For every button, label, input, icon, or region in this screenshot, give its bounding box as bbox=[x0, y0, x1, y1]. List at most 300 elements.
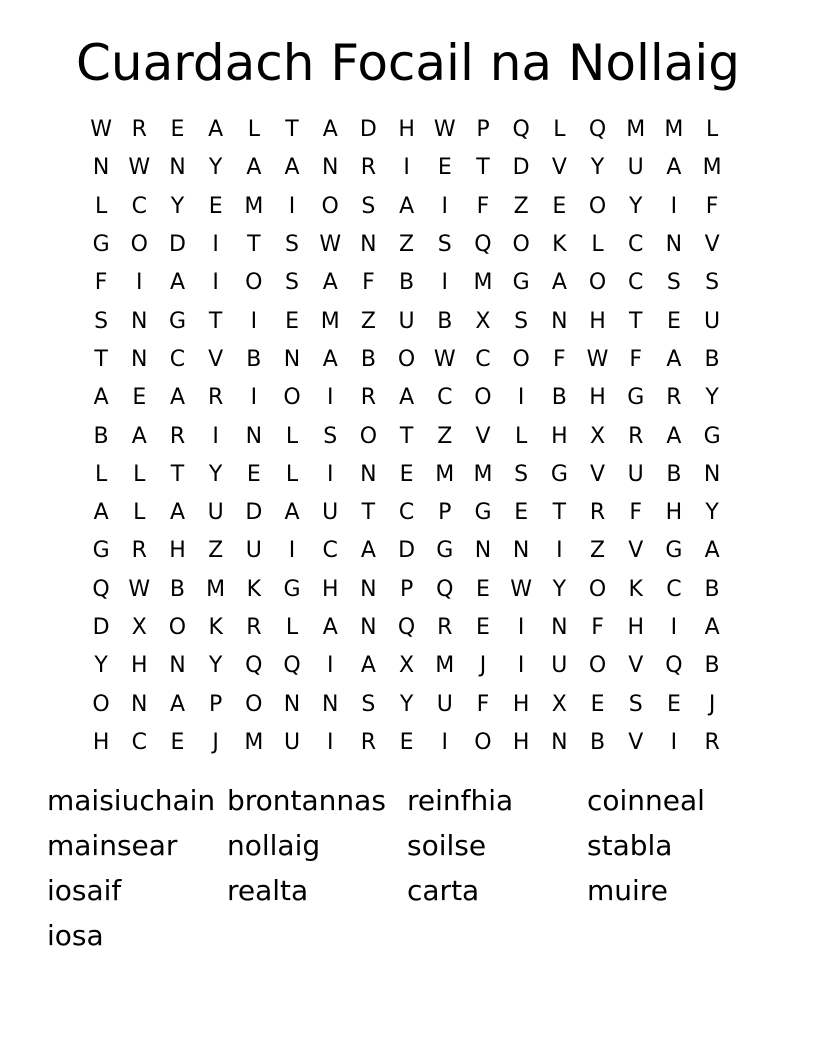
grid-letter: G bbox=[703, 423, 721, 449]
grid-letter: R bbox=[360, 155, 377, 181]
grid-letter: M bbox=[435, 653, 455, 679]
word-list-item: iosa bbox=[47, 919, 104, 952]
grid-letter: G bbox=[92, 538, 110, 564]
grid-letter: C bbox=[628, 270, 644, 296]
grid-letter: M bbox=[320, 308, 340, 334]
grid-letter: S bbox=[666, 270, 681, 296]
grid-letter: I bbox=[326, 385, 334, 411]
grid-letter: B bbox=[93, 423, 109, 449]
grid-letter: N bbox=[131, 691, 148, 717]
grid-letter: F bbox=[553, 346, 566, 372]
grid-letter: D bbox=[398, 538, 416, 564]
grid-letter: I bbox=[403, 155, 410, 181]
grid-letter: G bbox=[550, 461, 568, 487]
grid-letter: B bbox=[246, 346, 262, 372]
grid-letter: R bbox=[360, 385, 377, 411]
grid-letter: C bbox=[475, 346, 491, 372]
grid-letter: E bbox=[285, 308, 299, 334]
grid-letter: F bbox=[629, 500, 643, 526]
grid-letter: I bbox=[670, 615, 678, 640]
grid-letter: T bbox=[628, 308, 643, 334]
grid-letter: E bbox=[399, 461, 414, 487]
grid-letter: E bbox=[170, 729, 185, 755]
grid-row bbox=[82, 188, 732, 226]
grid-letter: A bbox=[131, 423, 147, 449]
grid-letter: G bbox=[665, 538, 683, 564]
grid-letter: G bbox=[512, 270, 530, 296]
grid-letter: O bbox=[245, 270, 263, 296]
grid-letter: N bbox=[283, 346, 301, 372]
grid-letter: J bbox=[479, 653, 487, 679]
grid-letter: H bbox=[512, 729, 530, 755]
grid-letter: G bbox=[474, 500, 492, 526]
word-list-item: muire bbox=[587, 874, 668, 907]
word-list-item: brontannas bbox=[227, 784, 386, 817]
grid-letter: S bbox=[361, 193, 376, 219]
grid-letter: Q bbox=[397, 615, 416, 640]
grid-letter: R bbox=[589, 500, 606, 526]
grid-letter: H bbox=[551, 423, 568, 449]
grid-letter: H bbox=[131, 653, 148, 679]
grid-letter: I bbox=[517, 653, 525, 679]
grid-letter: B bbox=[704, 653, 720, 679]
grid-letter: M bbox=[435, 461, 455, 487]
grid-letter: L bbox=[285, 423, 299, 449]
grid-letter: R bbox=[704, 729, 720, 755]
grid-letter: E bbox=[476, 576, 490, 602]
grid-letter: O bbox=[283, 385, 301, 411]
grid-letter: T bbox=[170, 461, 185, 487]
grid-letter: Y bbox=[170, 193, 185, 219]
grid-letter: V bbox=[628, 729, 644, 755]
grid-letter: A bbox=[169, 270, 185, 296]
grid-letter: O bbox=[588, 270, 607, 296]
grid-letter: T bbox=[476, 155, 490, 181]
grid-letter: I bbox=[288, 193, 296, 219]
grid-letter: N bbox=[551, 615, 568, 640]
grid-letter: V bbox=[590, 461, 606, 487]
grid-letter: B bbox=[437, 308, 453, 334]
grid-letter: A bbox=[284, 500, 300, 526]
word-list-item: realta bbox=[227, 874, 309, 907]
grid-letter: D bbox=[359, 117, 377, 143]
grid-letter: I bbox=[441, 193, 449, 219]
grid-letter: M bbox=[473, 270, 493, 296]
grid-letter: A bbox=[246, 155, 262, 181]
grid-letter: A bbox=[322, 346, 338, 372]
grid-letter: I bbox=[212, 423, 219, 449]
grid-letter: M bbox=[206, 576, 226, 602]
grid-letter: S bbox=[514, 308, 529, 334]
grid-letter: S bbox=[705, 270, 720, 296]
grid-letter: A bbox=[208, 117, 224, 143]
grid-letter: N bbox=[245, 423, 263, 449]
grid-letter: E bbox=[514, 500, 529, 526]
grid-letter: E bbox=[552, 193, 567, 219]
grid-row bbox=[82, 571, 732, 609]
word-list-item: mainsear bbox=[47, 829, 178, 862]
grid-letter: E bbox=[246, 461, 261, 487]
grid-letter: F bbox=[362, 270, 375, 296]
grid-letter: F bbox=[476, 691, 490, 717]
grid-letter: T bbox=[285, 117, 299, 143]
grid-letter: Y bbox=[590, 155, 605, 181]
grid-letter: C bbox=[169, 346, 186, 372]
grid-letter: G bbox=[283, 576, 301, 602]
grid-letter: I bbox=[670, 193, 678, 219]
grid-letter: G bbox=[168, 308, 186, 334]
grid-letter: E bbox=[208, 193, 223, 219]
grid-letter: N bbox=[360, 615, 377, 640]
grid-letter: U bbox=[207, 500, 224, 526]
grid-letter: J bbox=[212, 729, 219, 755]
grid-letter: N bbox=[703, 461, 721, 487]
grid-letter: C bbox=[322, 538, 338, 564]
word-list-item: nollaig bbox=[227, 829, 321, 862]
grid-letter: Y bbox=[552, 576, 567, 602]
grid-letter: L bbox=[133, 500, 146, 526]
grid-letter: N bbox=[360, 576, 377, 602]
grid-letter: S bbox=[361, 691, 376, 717]
grid-row bbox=[82, 609, 732, 647]
grid-letter: B bbox=[399, 270, 415, 296]
grid-letter: O bbox=[512, 346, 530, 372]
grid-letter: Q bbox=[92, 576, 110, 602]
grid-letter: E bbox=[170, 117, 185, 143]
grid-letter: G bbox=[92, 232, 110, 258]
grid-letter: E bbox=[132, 385, 147, 411]
grid-letter: D bbox=[168, 232, 186, 258]
grid-row bbox=[82, 532, 732, 570]
grid-letter: V bbox=[628, 538, 644, 564]
grid-letter: A bbox=[93, 385, 109, 411]
grid-letter: H bbox=[398, 117, 415, 143]
grid-letter: L bbox=[515, 423, 528, 449]
grid-letter: E bbox=[666, 691, 681, 717]
grid-letter: L bbox=[247, 117, 260, 143]
grid-letter: I bbox=[517, 385, 525, 411]
grid-letter: B bbox=[360, 346, 376, 372]
grid-letter: C bbox=[628, 232, 644, 258]
grid-row bbox=[82, 226, 732, 264]
grid-letter: N bbox=[360, 232, 377, 258]
grid-letter: Z bbox=[208, 538, 224, 564]
grid-letter: Z bbox=[589, 538, 606, 564]
grid-letter: O bbox=[474, 729, 492, 755]
grid-letter: L bbox=[94, 193, 108, 219]
grid-letter: K bbox=[628, 576, 643, 602]
grid-letter: O bbox=[168, 615, 187, 640]
word-list-item: stabla bbox=[587, 829, 673, 862]
grid-letter: A bbox=[399, 193, 415, 219]
grid-letter: M bbox=[473, 461, 493, 487]
grid-letter: H bbox=[512, 691, 530, 717]
grid-letter: R bbox=[628, 423, 644, 449]
grid-letter: R bbox=[169, 423, 186, 449]
grid-letter: U bbox=[436, 691, 453, 717]
grid-letter: Y bbox=[705, 500, 719, 526]
grid-letter: M bbox=[244, 729, 264, 755]
grid-letter: I bbox=[441, 270, 449, 296]
grid-letter: Y bbox=[399, 691, 414, 717]
grid-letter: N bbox=[321, 155, 339, 181]
grid-letter: V bbox=[551, 155, 567, 181]
grid-letter: N bbox=[360, 461, 377, 487]
grid-letter: W bbox=[586, 346, 609, 372]
grid-letter: C bbox=[666, 576, 682, 602]
grid-letter: X bbox=[475, 308, 491, 334]
word-list-item: reinfhia bbox=[407, 784, 514, 817]
grid-letter: N bbox=[169, 155, 186, 181]
grid-letter: B bbox=[551, 385, 567, 411]
grid-letter: V bbox=[628, 653, 644, 679]
grid-letter: D bbox=[512, 155, 530, 181]
grid-letter: R bbox=[666, 385, 682, 411]
grid-letter: F bbox=[94, 270, 108, 296]
grid-letter: O bbox=[130, 232, 148, 258]
grid-letter: H bbox=[169, 538, 186, 564]
grid-letter: U bbox=[398, 308, 415, 334]
grid-letter: T bbox=[552, 500, 567, 526]
grid-letter: I bbox=[288, 538, 296, 564]
grid-row bbox=[82, 379, 732, 417]
grid-letter: K bbox=[246, 576, 262, 602]
grid-letter: A bbox=[360, 538, 376, 564]
grid-letter: X bbox=[399, 653, 415, 679]
word-list-item: coinneal bbox=[587, 784, 705, 817]
grid-letter: A bbox=[666, 346, 682, 372]
grid-letter: O bbox=[512, 232, 530, 258]
grid-letter: N bbox=[131, 308, 148, 334]
grid-letter: I bbox=[250, 308, 258, 334]
word-list-item: iosaif bbox=[47, 874, 122, 907]
grid-row bbox=[82, 417, 732, 455]
grid-letter: L bbox=[591, 232, 604, 258]
grid-letter: H bbox=[92, 729, 110, 755]
grid-letter: N bbox=[131, 346, 148, 372]
grid-letter: I bbox=[326, 461, 334, 487]
grid-letter: P bbox=[476, 117, 490, 143]
grid-letter: B bbox=[666, 461, 682, 487]
grid-letter: A bbox=[322, 270, 338, 296]
grid-letter: R bbox=[246, 615, 262, 640]
grid-letter: Q bbox=[436, 576, 454, 602]
grid-letter: O bbox=[588, 193, 607, 219]
grid-letter: O bbox=[588, 576, 607, 602]
grid-letter: U bbox=[322, 500, 339, 526]
grid-letter: D bbox=[245, 500, 263, 526]
grid-letter: J bbox=[708, 691, 716, 717]
grid-letter: N bbox=[92, 155, 110, 181]
word-list-item: carta bbox=[407, 874, 480, 907]
grid-letter: E bbox=[590, 691, 605, 717]
grid-letter: Q bbox=[283, 653, 301, 679]
grid-letter: O bbox=[359, 423, 378, 449]
grid-letter: A bbox=[93, 500, 109, 526]
grid-letter: L bbox=[133, 461, 146, 487]
grid-letter: A bbox=[399, 385, 415, 411]
grid-letter: U bbox=[283, 729, 301, 755]
grid-letter: N bbox=[551, 308, 568, 334]
grid-letter: C bbox=[398, 500, 415, 526]
grid-letter: Q bbox=[665, 653, 683, 679]
grid-letter: C bbox=[131, 193, 147, 219]
grid-letter: H bbox=[321, 576, 339, 602]
grid-letter: D bbox=[92, 615, 110, 640]
grid-letter: V bbox=[704, 232, 720, 258]
grid-letter: P bbox=[399, 576, 414, 602]
grid-letter: M bbox=[626, 117, 646, 143]
grid-letter: K bbox=[208, 615, 223, 640]
grid-letter: F bbox=[476, 193, 490, 219]
grid-letter: B bbox=[704, 346, 720, 372]
grid-letter: R bbox=[131, 538, 147, 564]
grid-row bbox=[82, 685, 732, 723]
grid-letter: S bbox=[285, 232, 300, 258]
grid-letter: H bbox=[665, 500, 683, 526]
grid-row bbox=[82, 149, 732, 187]
grid-letter: S bbox=[437, 232, 452, 258]
grid-letter: T bbox=[247, 232, 261, 258]
grid-letter: A bbox=[551, 270, 567, 296]
grid-letter: A bbox=[169, 691, 185, 717]
grid-letter: I bbox=[326, 653, 334, 679]
grid-letter: F bbox=[629, 346, 643, 372]
grid-letter: U bbox=[627, 155, 644, 181]
grid-letter: N bbox=[474, 538, 492, 564]
grid-letter: I bbox=[212, 270, 219, 296]
grid-letter: O bbox=[245, 691, 263, 717]
grid-letter: Y bbox=[208, 653, 223, 679]
grid-letter: I bbox=[326, 729, 334, 755]
grid-letter: I bbox=[670, 729, 678, 755]
grid-row bbox=[82, 494, 732, 532]
grid-row bbox=[82, 111, 732, 149]
grid-letter: C bbox=[131, 729, 147, 755]
grid-letter: E bbox=[476, 615, 490, 640]
grid-letter: N bbox=[283, 691, 301, 717]
grid-letter: W bbox=[433, 346, 456, 372]
grid-letter: R bbox=[360, 729, 377, 755]
grid-letter: H bbox=[627, 615, 644, 640]
grid-letter: Z bbox=[513, 193, 529, 219]
grid-letter: O bbox=[92, 691, 110, 717]
grid-letter: A bbox=[169, 500, 185, 526]
grid-letter: I bbox=[517, 615, 525, 640]
grid-letter: U bbox=[551, 653, 568, 679]
grid-letter: C bbox=[437, 385, 453, 411]
grid-letter: O bbox=[321, 193, 339, 219]
grid-letter: L bbox=[705, 117, 719, 143]
grid-letter: T bbox=[94, 346, 108, 372]
grid-letter: P bbox=[209, 691, 223, 717]
grid-letter: I bbox=[441, 729, 449, 755]
grid-letter: Y bbox=[628, 193, 643, 219]
grid-letter: T bbox=[208, 308, 223, 334]
grid-letter: Y bbox=[208, 155, 223, 181]
grid-letter: O bbox=[588, 653, 607, 679]
grid-letter: W bbox=[319, 232, 342, 258]
grid-letter: V bbox=[208, 346, 224, 372]
grid-letter: E bbox=[437, 155, 452, 181]
grid-letter: M bbox=[664, 117, 684, 143]
grid-row bbox=[82, 724, 732, 762]
grid-letter: N bbox=[512, 538, 530, 564]
grid-letter: Y bbox=[705, 385, 719, 411]
grid-letter: A bbox=[284, 155, 300, 181]
grid-letter: A bbox=[704, 615, 720, 640]
grid-letter: Q bbox=[512, 117, 530, 143]
letter-grid bbox=[82, 111, 732, 762]
grid-row bbox=[82, 341, 732, 379]
grid-letter: A bbox=[666, 155, 682, 181]
grid-letter: S bbox=[285, 270, 300, 296]
grid-letter: I bbox=[212, 232, 219, 258]
grid-letter: O bbox=[474, 385, 492, 411]
grid-letter: P bbox=[438, 500, 452, 526]
grid-letter: A bbox=[322, 117, 338, 143]
grid-letter: V bbox=[475, 423, 491, 449]
grid-letter: W bbox=[433, 117, 456, 143]
grid-letter: Q bbox=[588, 117, 607, 143]
grid-letter: W bbox=[510, 576, 533, 602]
grid-letter: R bbox=[208, 385, 224, 411]
grid-letter: N bbox=[169, 653, 186, 679]
grid-letter: L bbox=[94, 461, 108, 487]
grid-letter: G bbox=[627, 385, 645, 411]
grid-letter: E bbox=[399, 729, 414, 755]
grid-letter: M bbox=[244, 193, 264, 219]
grid-row bbox=[82, 264, 732, 302]
grid-letter: B bbox=[589, 729, 606, 755]
grid-letter: Q bbox=[474, 232, 492, 258]
word-list bbox=[47, 778, 787, 958]
grid-letter: G bbox=[436, 538, 454, 564]
grid-letter: N bbox=[551, 729, 568, 755]
grid-letter: Z bbox=[437, 423, 453, 449]
grid-letter: I bbox=[556, 538, 563, 564]
grid-letter: N bbox=[321, 691, 339, 717]
grid-letter: Z bbox=[360, 308, 376, 334]
grid-letter: U bbox=[627, 461, 644, 487]
grid-letter: B bbox=[704, 576, 720, 602]
grid-letter: X bbox=[589, 423, 606, 449]
grid-letter: I bbox=[250, 385, 258, 411]
grid-letter: T bbox=[399, 423, 414, 449]
grid-letter: X bbox=[131, 615, 147, 640]
grid-letter: R bbox=[437, 615, 453, 640]
grid-letter: S bbox=[94, 308, 109, 334]
page-title: Cuardach Focail na Nollaig bbox=[75, 34, 740, 92]
grid-letter: O bbox=[397, 346, 416, 372]
grid-letter: W bbox=[128, 576, 151, 602]
grid-letter: H bbox=[589, 385, 606, 411]
grid-letter: L bbox=[285, 615, 299, 640]
grid-letter: S bbox=[323, 423, 338, 449]
grid-letter: A bbox=[169, 385, 185, 411]
grid-letter: S bbox=[628, 691, 643, 717]
grid-letter: F bbox=[705, 193, 719, 219]
grid-row bbox=[82, 456, 732, 494]
grid-letter: I bbox=[136, 270, 143, 296]
grid-letter: T bbox=[361, 500, 376, 526]
grid-letter: U bbox=[245, 538, 262, 564]
grid-letter: K bbox=[552, 232, 567, 258]
grid-letter: N bbox=[665, 232, 683, 258]
grid-row bbox=[82, 647, 732, 685]
grid-letter: X bbox=[551, 691, 567, 717]
grid-letter: Z bbox=[399, 232, 415, 258]
